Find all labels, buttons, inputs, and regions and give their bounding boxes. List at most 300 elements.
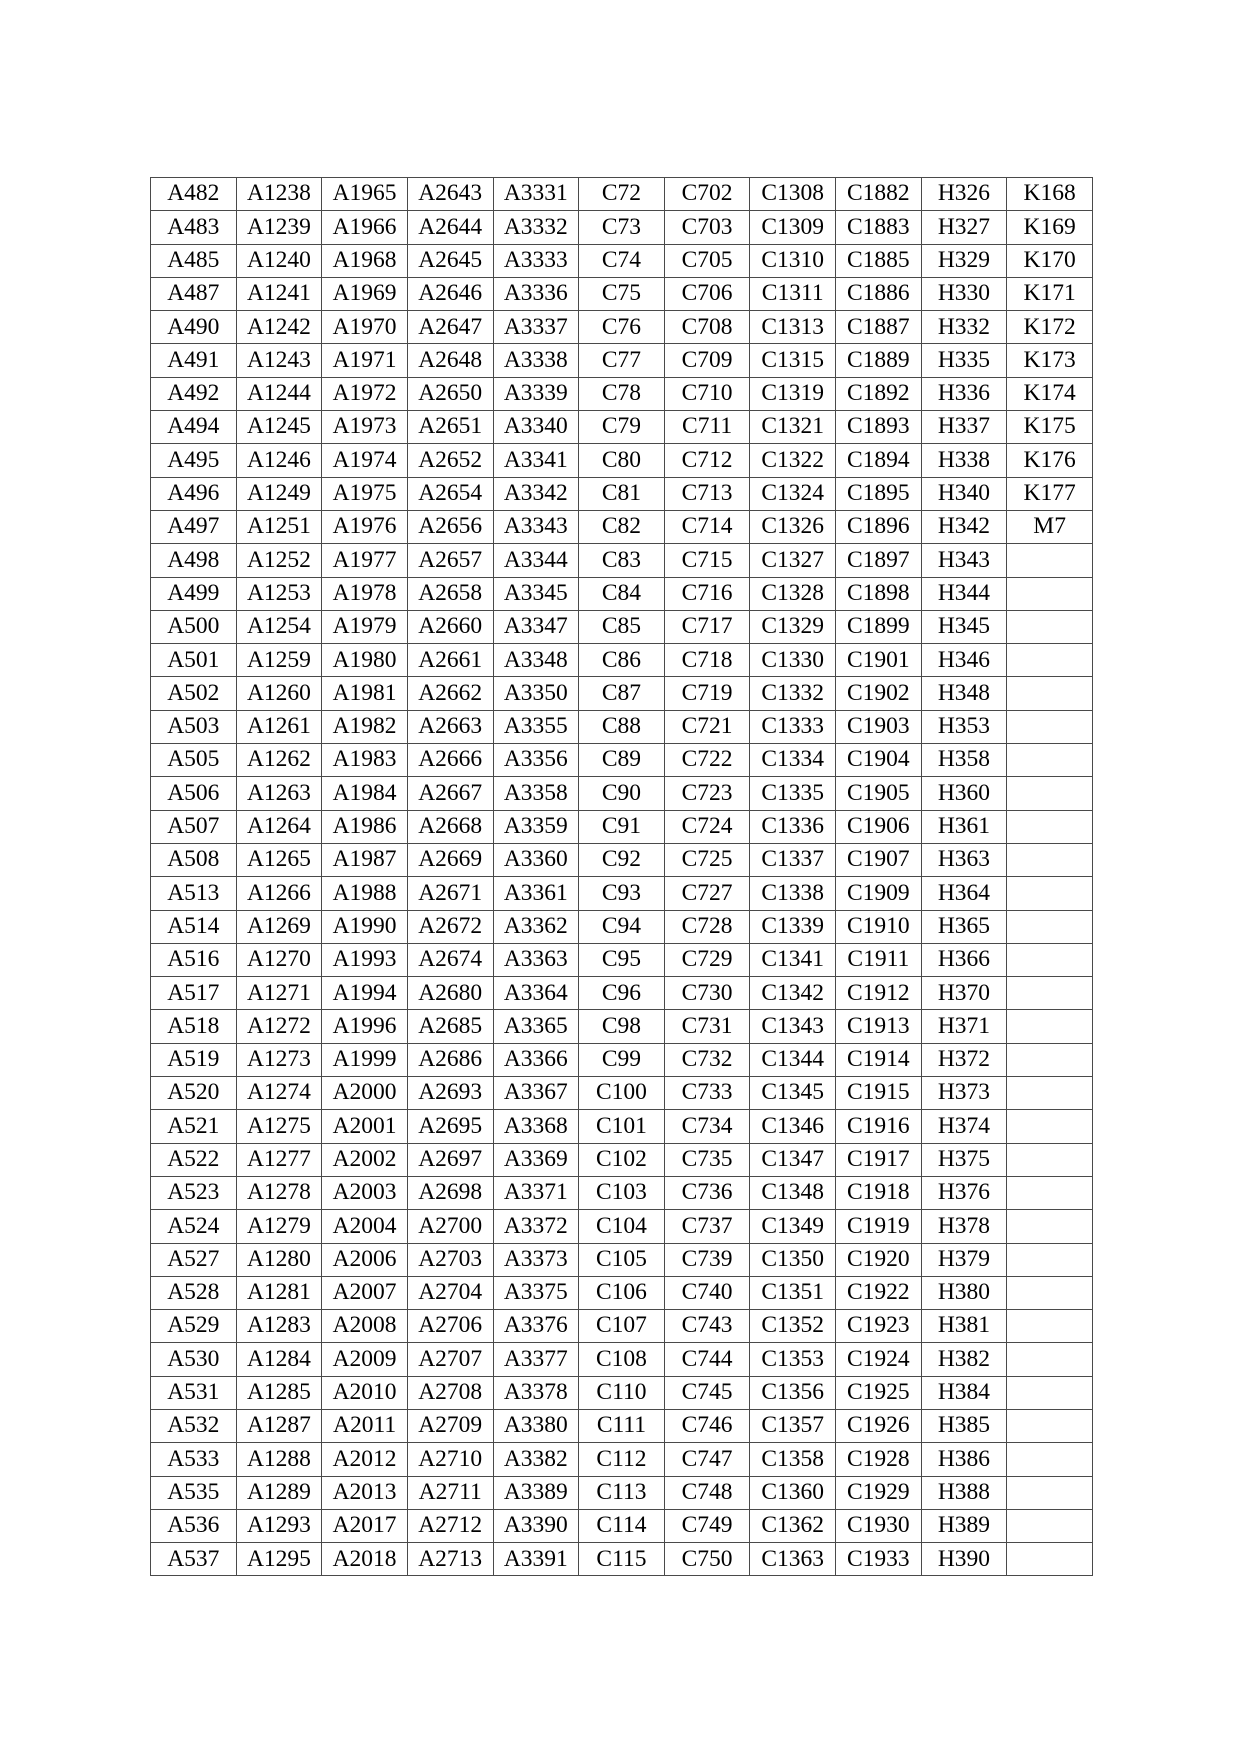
- table-cell: C729: [664, 943, 750, 976]
- table-cell: C1911: [836, 943, 922, 976]
- table-cell: [1007, 677, 1093, 710]
- table-cell: A494: [151, 411, 237, 444]
- table-cell: A1245: [236, 411, 322, 444]
- table-cell: H388: [921, 1476, 1007, 1509]
- table-cell: C98: [579, 1010, 665, 1043]
- table-cell: A1978: [322, 577, 408, 610]
- codes-table-body: [151, 178, 1093, 1576]
- table-cell: C703: [664, 211, 750, 244]
- table-cell: C1899: [836, 610, 922, 643]
- table-row: [151, 1176, 1093, 1209]
- table-cell: C732: [664, 1043, 750, 1076]
- table-cell: C83: [579, 544, 665, 577]
- table-cell: A2703: [407, 1243, 493, 1276]
- table-cell: A508: [151, 843, 237, 876]
- table-cell: C1357: [750, 1409, 836, 1442]
- table-cell: K172: [1007, 311, 1093, 344]
- codes-table: [150, 177, 1093, 1576]
- table-row: [151, 1310, 1093, 1343]
- table-cell: C1335: [750, 777, 836, 810]
- table-cell: C719: [664, 677, 750, 710]
- table-cell: A3350: [493, 677, 579, 710]
- table-cell: A530: [151, 1343, 237, 1376]
- table-cell: C96: [579, 977, 665, 1010]
- table-cell: A3375: [493, 1276, 579, 1309]
- table-cell: A536: [151, 1509, 237, 1542]
- table-cell: C106: [579, 1276, 665, 1309]
- table-cell: [1007, 777, 1093, 810]
- table-cell: A500: [151, 610, 237, 643]
- table-cell: H381: [921, 1310, 1007, 1343]
- table-cell: C706: [664, 277, 750, 310]
- table-row: [151, 1443, 1093, 1476]
- table-cell: [1007, 1376, 1093, 1409]
- table-cell: A2706: [407, 1310, 493, 1343]
- table-cell: C737: [664, 1210, 750, 1243]
- table-cell: C1345: [750, 1077, 836, 1110]
- table-cell: A1971: [322, 344, 408, 377]
- table-cell: C733: [664, 1077, 750, 1110]
- table-cell: C1344: [750, 1043, 836, 1076]
- table-cell: H376: [921, 1176, 1007, 1209]
- table-cell: A1982: [322, 710, 408, 743]
- table-cell: C1886: [836, 277, 922, 310]
- table-cell: A1241: [236, 277, 322, 310]
- table-cell: A1277: [236, 1143, 322, 1176]
- table-cell: C1909: [836, 877, 922, 910]
- table-cell: C734: [664, 1110, 750, 1143]
- table-cell: A1280: [236, 1243, 322, 1276]
- table-cell: A497: [151, 510, 237, 543]
- table-cell: A2000: [322, 1077, 408, 1110]
- table-cell: [1007, 577, 1093, 610]
- table-cell: H348: [921, 677, 1007, 710]
- table-cell: C107: [579, 1310, 665, 1343]
- table-cell: C87: [579, 677, 665, 710]
- table-cell: H363: [921, 843, 1007, 876]
- table-cell: C78: [579, 377, 665, 410]
- table-cell: A1966: [322, 211, 408, 244]
- table-cell: A2010: [322, 1376, 408, 1409]
- table-cell: A2672: [407, 910, 493, 943]
- table-cell: A3390: [493, 1509, 579, 1542]
- table-cell: C1906: [836, 810, 922, 843]
- table-cell: A2709: [407, 1409, 493, 1442]
- table-cell: A492: [151, 377, 237, 410]
- table-cell: A2671: [407, 877, 493, 910]
- table-row: [151, 477, 1093, 510]
- table-cell: C740: [664, 1276, 750, 1309]
- table-cell: A3362: [493, 910, 579, 943]
- table-cell: [1007, 1243, 1093, 1276]
- table-cell: H338: [921, 444, 1007, 477]
- table-cell: A3372: [493, 1210, 579, 1243]
- table-row: [151, 1476, 1093, 1509]
- table-cell: H342: [921, 510, 1007, 543]
- table-row: [151, 810, 1093, 843]
- table-cell: A2663: [407, 710, 493, 743]
- table-cell: K175: [1007, 411, 1093, 444]
- table-cell: C1341: [750, 943, 836, 976]
- table-cell: C739: [664, 1243, 750, 1276]
- table-row: [151, 1243, 1093, 1276]
- table-cell: A1244: [236, 377, 322, 410]
- table-cell: C718: [664, 644, 750, 677]
- table-cell: A3358: [493, 777, 579, 810]
- table-cell: A522: [151, 1143, 237, 1176]
- table-cell: A1968: [322, 244, 408, 277]
- table-cell: A1999: [322, 1043, 408, 1076]
- table-cell: C1933: [836, 1543, 922, 1576]
- table-cell: C1329: [750, 610, 836, 643]
- table-cell: C92: [579, 843, 665, 876]
- table-cell: C702: [664, 178, 750, 211]
- table-cell: A3331: [493, 178, 579, 211]
- table-cell: [1007, 877, 1093, 910]
- table-cell: A1284: [236, 1343, 322, 1376]
- table-cell: C1928: [836, 1443, 922, 1476]
- table-cell: C715: [664, 544, 750, 577]
- table-cell: [1007, 1043, 1093, 1076]
- table-cell: C91: [579, 810, 665, 843]
- table-cell: A2668: [407, 810, 493, 843]
- table-cell: C1912: [836, 977, 922, 1010]
- table-cell: A2661: [407, 644, 493, 677]
- table-cell: A2003: [322, 1176, 408, 1209]
- table-cell: A1984: [322, 777, 408, 810]
- table-cell: C1356: [750, 1376, 836, 1409]
- table-cell: C89: [579, 744, 665, 777]
- table-cell: A1285: [236, 1376, 322, 1409]
- table-cell: C730: [664, 977, 750, 1010]
- table-cell: C111: [579, 1409, 665, 1442]
- table-cell: A2654: [407, 477, 493, 510]
- table-cell: [1007, 1143, 1093, 1176]
- table-cell: A2657: [407, 544, 493, 577]
- table-cell: C1360: [750, 1476, 836, 1509]
- table-cell: A2669: [407, 843, 493, 876]
- table-cell: A1980: [322, 644, 408, 677]
- table-cell: C1349: [750, 1210, 836, 1243]
- table-cell: A3339: [493, 377, 579, 410]
- table-cell: A1273: [236, 1043, 322, 1076]
- table-cell: A1243: [236, 344, 322, 377]
- table-cell: C74: [579, 244, 665, 277]
- table-cell: C1308: [750, 178, 836, 211]
- table-cell: A1271: [236, 977, 322, 1010]
- table-cell: A1260: [236, 677, 322, 710]
- table-cell: A3369: [493, 1143, 579, 1176]
- table-cell: C748: [664, 1476, 750, 1509]
- table-cell: A3356: [493, 744, 579, 777]
- table-cell: C1893: [836, 411, 922, 444]
- table-cell: A3365: [493, 1010, 579, 1043]
- table-cell: C1333: [750, 710, 836, 743]
- table-cell: K171: [1007, 277, 1093, 310]
- table-row: [151, 677, 1093, 710]
- table-cell: A2680: [407, 977, 493, 1010]
- table-cell: A1266: [236, 877, 322, 910]
- table-cell: [1007, 610, 1093, 643]
- table-cell: A1990: [322, 910, 408, 943]
- table-cell: C1315: [750, 344, 836, 377]
- table-cell: A1272: [236, 1010, 322, 1043]
- table-cell: C736: [664, 1176, 750, 1209]
- table-cell: C1326: [750, 510, 836, 543]
- table-cell: H364: [921, 877, 1007, 910]
- table-row: [151, 444, 1093, 477]
- table-cell: A1275: [236, 1110, 322, 1143]
- table-cell: C744: [664, 1343, 750, 1376]
- table-cell: [1007, 1443, 1093, 1476]
- table-cell: A483: [151, 211, 237, 244]
- table-cell: H346: [921, 644, 1007, 677]
- table-cell: C1915: [836, 1077, 922, 1110]
- table-cell: C1907: [836, 843, 922, 876]
- table-cell: C113: [579, 1476, 665, 1509]
- table-cell: A1281: [236, 1276, 322, 1309]
- table-cell: A2652: [407, 444, 493, 477]
- table-cell: A2695: [407, 1110, 493, 1143]
- table-cell: C735: [664, 1143, 750, 1176]
- table-cell: A505: [151, 744, 237, 777]
- table-cell: A3366: [493, 1043, 579, 1076]
- table-cell: [1007, 1010, 1093, 1043]
- table-cell: A3343: [493, 510, 579, 543]
- table-cell: H326: [921, 178, 1007, 211]
- table-cell: A2662: [407, 677, 493, 710]
- table-cell: A1252: [236, 544, 322, 577]
- table-cell: C76: [579, 311, 665, 344]
- table-row: [151, 1543, 1093, 1576]
- table-cell: A2006: [322, 1243, 408, 1276]
- table-cell: A3337: [493, 311, 579, 344]
- table-cell: A2698: [407, 1176, 493, 1209]
- table-cell: A521: [151, 1110, 237, 1143]
- table-cell: H360: [921, 777, 1007, 810]
- table-cell: C750: [664, 1543, 750, 1576]
- table-cell: A535: [151, 1476, 237, 1509]
- table-cell: H372: [921, 1043, 1007, 1076]
- table-cell: A531: [151, 1376, 237, 1409]
- table-cell: A2013: [322, 1476, 408, 1509]
- table-cell: C90: [579, 777, 665, 810]
- table-cell: C1887: [836, 311, 922, 344]
- table-cell: C717: [664, 610, 750, 643]
- table-cell: A3380: [493, 1409, 579, 1442]
- table-cell: A2697: [407, 1143, 493, 1176]
- table-cell: H378: [921, 1210, 1007, 1243]
- table-cell: [1007, 1310, 1093, 1343]
- table-cell: [1007, 1509, 1093, 1542]
- table-row: [151, 977, 1093, 1010]
- table-cell: C709: [664, 344, 750, 377]
- table-cell: C105: [579, 1243, 665, 1276]
- table-cell: A491: [151, 344, 237, 377]
- table-row: [151, 943, 1093, 976]
- table-cell: H382: [921, 1343, 1007, 1376]
- table-cell: C1929: [836, 1476, 922, 1509]
- table-cell: A3333: [493, 244, 579, 277]
- table-cell: A1993: [322, 943, 408, 976]
- table-row: [151, 544, 1093, 577]
- table-cell: A1969: [322, 277, 408, 310]
- table-row: [151, 244, 1093, 277]
- table-cell: C743: [664, 1310, 750, 1343]
- table-cell: C1923: [836, 1310, 922, 1343]
- table-cell: A1293: [236, 1509, 322, 1542]
- table-cell: A3340: [493, 411, 579, 444]
- table-row: [151, 1010, 1093, 1043]
- table-cell: A2711: [407, 1476, 493, 1509]
- table-cell: H327: [921, 211, 1007, 244]
- table-cell: A518: [151, 1010, 237, 1043]
- table-cell: A2648: [407, 344, 493, 377]
- table-cell: C708: [664, 311, 750, 344]
- table-cell: H370: [921, 977, 1007, 1010]
- table-cell: A2002: [322, 1143, 408, 1176]
- table-cell: [1007, 1210, 1093, 1243]
- table-row: [151, 1343, 1093, 1376]
- table-cell: C1321: [750, 411, 836, 444]
- table-cell: A524: [151, 1210, 237, 1243]
- table-cell: A2004: [322, 1210, 408, 1243]
- table-cell: C1309: [750, 211, 836, 244]
- table-cell: A527: [151, 1243, 237, 1276]
- table-cell: C114: [579, 1509, 665, 1542]
- table-cell: C1917: [836, 1143, 922, 1176]
- table-cell: A1288: [236, 1443, 322, 1476]
- table-cell: [1007, 1343, 1093, 1376]
- table-cell: C705: [664, 244, 750, 277]
- table-cell: C1311: [750, 277, 836, 310]
- table-cell: [1007, 910, 1093, 943]
- table-cell: C93: [579, 877, 665, 910]
- table-cell: A1970: [322, 311, 408, 344]
- table-cell: C746: [664, 1409, 750, 1442]
- table-cell: A2708: [407, 1376, 493, 1409]
- table-cell: C1930: [836, 1509, 922, 1542]
- table-row: [151, 1509, 1093, 1542]
- table-cell: A1239: [236, 211, 322, 244]
- table-cell: C713: [664, 477, 750, 510]
- table-cell: A1983: [322, 744, 408, 777]
- table-cell: K168: [1007, 178, 1093, 211]
- table-cell: H345: [921, 610, 1007, 643]
- table-cell: A2008: [322, 1310, 408, 1343]
- table-row: [151, 1409, 1093, 1442]
- table-cell: C1362: [750, 1509, 836, 1542]
- table-cell: A537: [151, 1543, 237, 1576]
- table-cell: H389: [921, 1509, 1007, 1542]
- table-cell: A513: [151, 877, 237, 910]
- table-cell: C1337: [750, 843, 836, 876]
- table-cell: H343: [921, 544, 1007, 577]
- table-cell: A3341: [493, 444, 579, 477]
- table-cell: C711: [664, 411, 750, 444]
- table-cell: C747: [664, 1443, 750, 1476]
- table-cell: A3332: [493, 211, 579, 244]
- table-cell: A1249: [236, 477, 322, 510]
- table-row: [151, 211, 1093, 244]
- table-cell: C1342: [750, 977, 836, 1010]
- table-cell: A2017: [322, 1509, 408, 1542]
- table-cell: C115: [579, 1543, 665, 1576]
- table-cell: H386: [921, 1443, 1007, 1476]
- table-cell: A528: [151, 1276, 237, 1309]
- table-cell: A3363: [493, 943, 579, 976]
- table-row: [151, 910, 1093, 943]
- table-cell: A3378: [493, 1376, 579, 1409]
- table-cell: K174: [1007, 377, 1093, 410]
- table-row: [151, 1276, 1093, 1309]
- table-cell: A3368: [493, 1110, 579, 1143]
- table-cell: [1007, 1077, 1093, 1110]
- table-cell: A3344: [493, 544, 579, 577]
- table-cell: A1242: [236, 311, 322, 344]
- table-cell: A3361: [493, 877, 579, 910]
- table-cell: A532: [151, 1409, 237, 1442]
- table-cell: C1322: [750, 444, 836, 477]
- table-cell: [1007, 1176, 1093, 1209]
- table-cell: A1264: [236, 810, 322, 843]
- table-cell: C102: [579, 1143, 665, 1176]
- table-cell: A3347: [493, 610, 579, 643]
- table-cell: H332: [921, 311, 1007, 344]
- table-cell: A1246: [236, 444, 322, 477]
- table-cell: A1238: [236, 178, 322, 211]
- table-cell: C1882: [836, 178, 922, 211]
- table-cell: A1262: [236, 744, 322, 777]
- table-cell: A1987: [322, 843, 408, 876]
- table-cell: C1347: [750, 1143, 836, 1176]
- table-cell: C1924: [836, 1343, 922, 1376]
- table-cell: H335: [921, 344, 1007, 377]
- table-cell: C1358: [750, 1443, 836, 1476]
- table-cell: A490: [151, 311, 237, 344]
- table-cell: C1351: [750, 1276, 836, 1309]
- table-cell: A1240: [236, 244, 322, 277]
- table-cell: C1332: [750, 677, 836, 710]
- table-cell: A2686: [407, 1043, 493, 1076]
- table-cell: C1914: [836, 1043, 922, 1076]
- table-cell: A2009: [322, 1343, 408, 1376]
- table-cell: A2707: [407, 1343, 493, 1376]
- table-cell: C1903: [836, 710, 922, 743]
- table-cell: K173: [1007, 344, 1093, 377]
- table-cell: C1916: [836, 1110, 922, 1143]
- table-cell: A3367: [493, 1077, 579, 1110]
- table-cell: A1278: [236, 1176, 322, 1209]
- table-cell: C1895: [836, 477, 922, 510]
- table-cell: C108: [579, 1343, 665, 1376]
- table-cell: A1996: [322, 1010, 408, 1043]
- table-row: [151, 843, 1093, 876]
- table-cell: A1295: [236, 1543, 322, 1576]
- table-row: [151, 1043, 1093, 1076]
- table-cell: A1994: [322, 977, 408, 1010]
- table-cell: C99: [579, 1043, 665, 1076]
- table-cell: C103: [579, 1176, 665, 1209]
- table-cell: A2643: [407, 178, 493, 211]
- table-cell: A501: [151, 644, 237, 677]
- table-cell: H385: [921, 1409, 1007, 1442]
- table-cell: H358: [921, 744, 1007, 777]
- table-cell: C1338: [750, 877, 836, 910]
- table-cell: A3355: [493, 710, 579, 743]
- table-cell: [1007, 843, 1093, 876]
- table-cell: H344: [921, 577, 1007, 610]
